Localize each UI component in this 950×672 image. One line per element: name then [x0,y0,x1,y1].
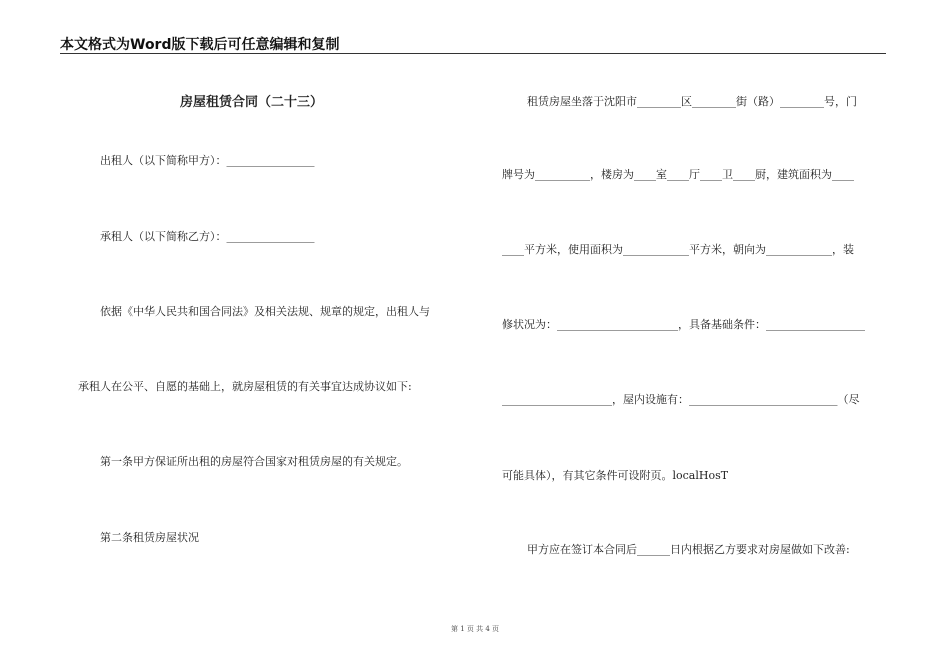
document-title: 房屋租赁合同（二十三） [180,95,324,110]
right-line-other-conditions: 可能具体），有其它条件可设附页。localHosT [502,469,729,482]
left-line-basis: 依据《中华人民共和国合同法》及相关法规、规章的规定，出租人与 [100,305,430,318]
page-footer: 第 1 页 共 4 页 [450,625,500,633]
left-line-article-1: 第一条甲方保证所出租的房屋符合国家对租赁房屋的有关规定。 [100,455,408,468]
right-line-location: 租赁房屋坐落于沈阳市________区________街（路）________号，门 [527,95,857,108]
document-header: 本文格式为Word版下载后可任意编辑和复制 [60,37,340,53]
header-rule [60,53,886,54]
right-line-improvement: 甲方应在签订本合同后______日内根据乙方要求对房屋做如下改善: [527,543,850,556]
left-line-lessee: 承租人（以下简称乙方）：________________ [100,230,315,243]
right-line-facilities: ____________________，屋内设施有：___________________________（尽 [502,393,860,406]
right-line-door-number: 牌号为__________，楼房为____室____厅____卫____厨，建筑面积为____ [502,168,854,181]
left-line-lessor: 出租人（以下简称甲方）：________________ [100,154,315,167]
left-line-article-2: 第二条租赁房屋状况 [100,531,199,544]
right-line-area: ____平方米，使用面积为____________平方米，朝向为____________，装 [502,243,854,256]
right-line-decoration: 修状况为：______________________，具备基础条件：__________________ [502,318,865,331]
left-line-agreement: 承租人在公平、自愿的基础上，就房屋租赁的有关事宜达成协议如下: [78,380,412,393]
